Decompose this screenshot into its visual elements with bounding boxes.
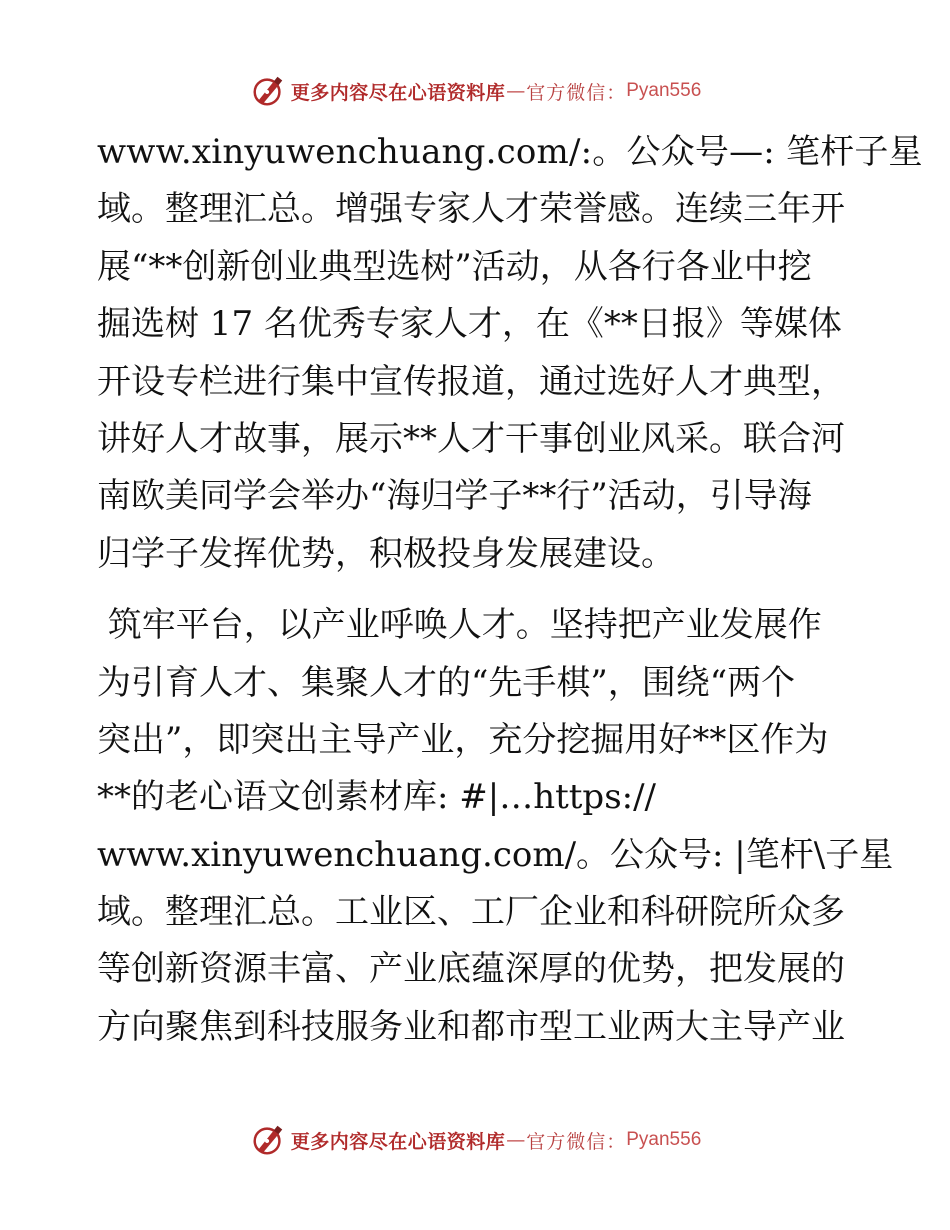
header-banner [0,69,950,113]
text-line: 展“**创新创业典型选树”活动，从各行各业中挖 [97,246,812,287]
text-line: 等创新资源丰富、产业底蕴深厚的优势，把发展的 [97,949,845,990]
text-line: 筑牢平台，以产业呼唤人才。坚持把产业发展作 [97,605,822,646]
banner-wechat-id: Pyan556 [626,1129,702,1150]
pen-nib-logo-icon [249,72,287,110]
body-text [97,124,923,1056]
banner-contact-label: 官方微信： [526,81,627,104]
pen-nib-logo-icon [249,1121,287,1159]
banner-site-text: 更多内容尽在心语资料库 [290,81,506,104]
text-line: 开设专栏进行集中宣传报道，通过选好人才典型， [97,361,845,402]
text-line: 归学子发挥优势，积极投身发展建设。 [97,533,675,574]
footer-banner [0,1118,950,1162]
text-line: 域。整理汇总。增强专家人才荣誉感。连续三年开 [97,189,845,230]
text-line: 掘选树 17 名优秀专家人才，在《**日报》等媒体 [97,304,842,345]
text-line: www.xinyuwenchuang.com/:。公众号—: 笔杆子星 [97,132,923,172]
text-line: 讲好人才故事，展示**人才干事创业风采。联合河 [97,418,845,459]
text-line: 突出”，即突出主导产业，充分挖掘用好**区作为 [97,719,829,760]
text-line: 方向聚焦到科技服务业和都市型工业两大主导产业 [97,1006,845,1047]
text-line: 为引育人才、集聚人才的“先手棋”，围绕“两个 [97,662,796,703]
text-line: **的老心语文创素材库: #|…https:// [97,777,657,818]
banner-dash: — [506,1129,526,1151]
text-line: www.xinyuwenchuang.com/。公众号: |笔杆\子星 [97,834,894,875]
text-line: 域。整理汇总。工业区、工厂企业和科研院所众多 [97,892,845,933]
banner-site-text: 更多内容尽在心语资料库 [290,1130,506,1153]
paragraph-gap [97,583,857,597]
banner-contact-label: 官方微信： [526,1130,627,1153]
banner-dash: — [506,80,526,102]
banner-wechat-id: Pyan556 [626,80,702,101]
text-line: 南欧美同学会举办“海归学子**行”活动，引导海 [97,476,812,517]
